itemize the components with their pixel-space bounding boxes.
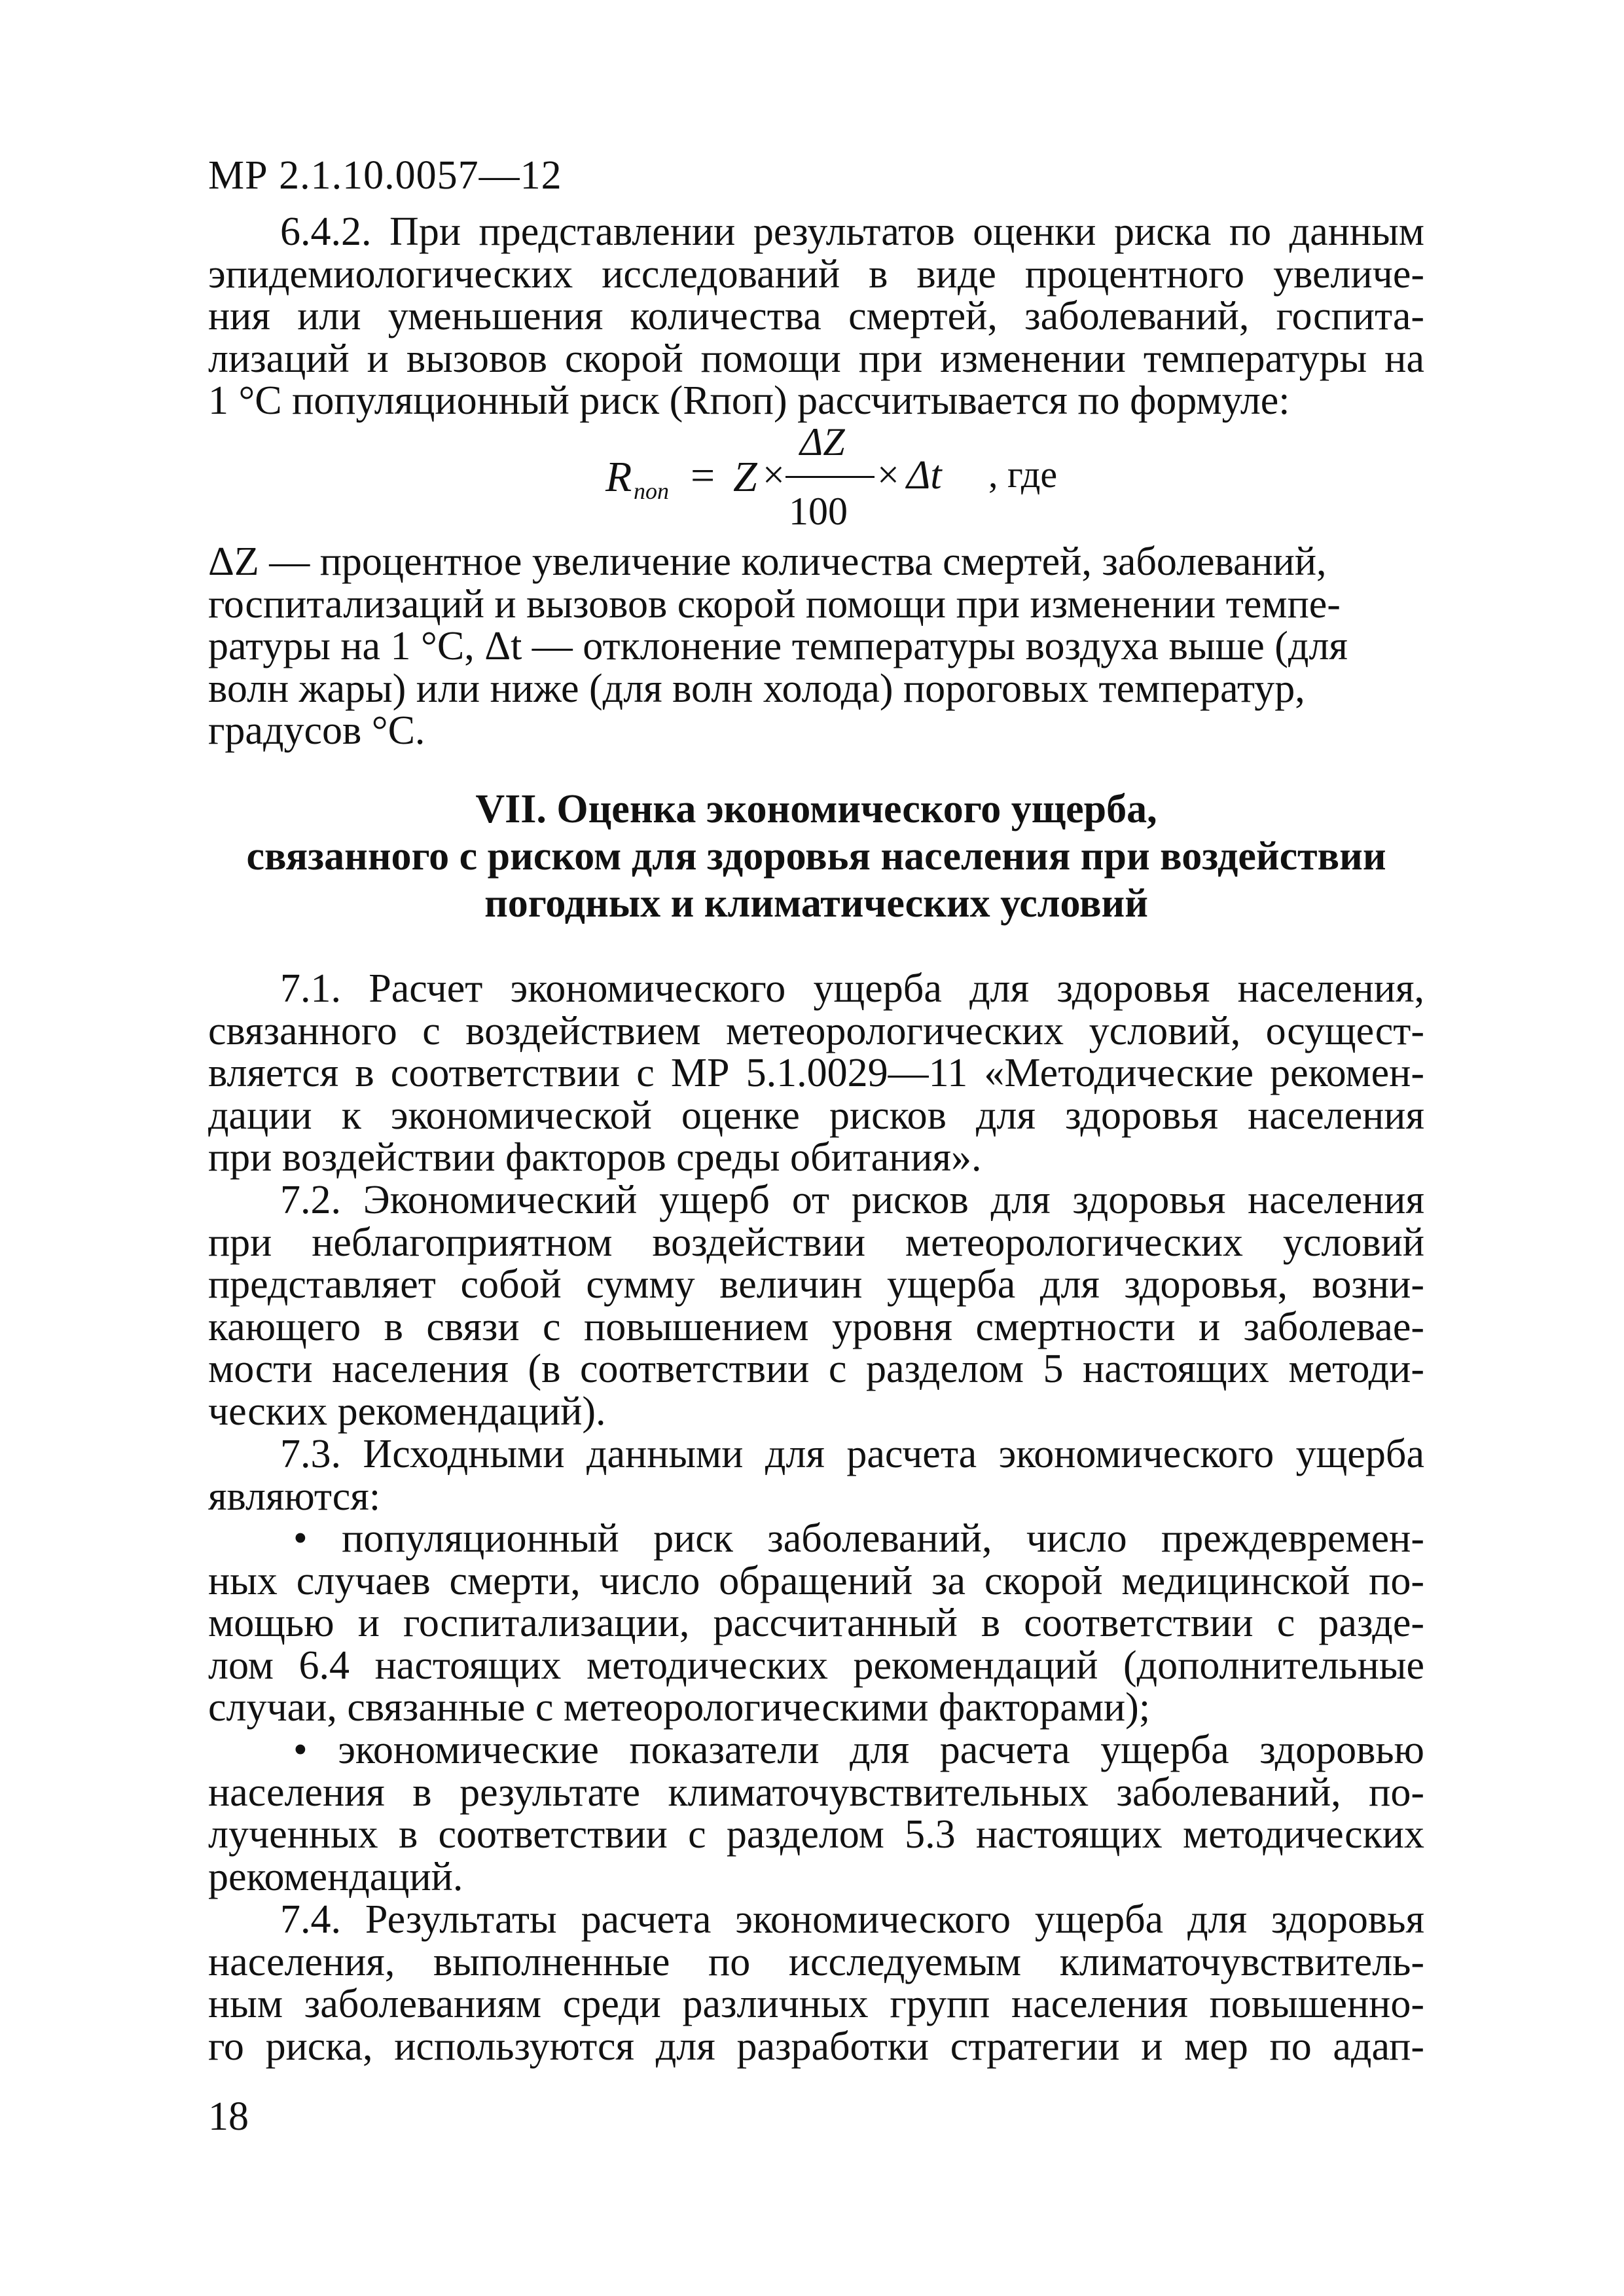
- bullet-item: [208, 1518, 1424, 1729]
- text-line: кающего в связи с повышением уровня смертности и заболевае-: [208, 1304, 1424, 1349]
- formula-z: Z: [733, 453, 757, 501]
- fraction-bar: [785, 476, 875, 478]
- section-title-line: VII. Оценка экономического ущерба,: [475, 787, 1157, 831]
- text-line: ния или уменьшения количества смертей, заболеваний, госпита-: [208, 294, 1424, 339]
- section-title: [208, 786, 1424, 927]
- risk-formula: [589, 420, 1178, 540]
- text-line: мощью и госпитализации, рассчитанный в соответствии с разде-: [208, 1601, 1424, 1646]
- text-line: волн жары) или ниже (для волн холода) пороговых температур,: [208, 666, 1305, 711]
- section-title-line: связанного с риском для здоровья населения при воздействии: [246, 834, 1386, 879]
- text-line: ных случаев смерти, число обращений за скорой медицинской по-: [208, 1558, 1424, 1603]
- text-line: населения в результате климаточувствительных заболеваний, по-: [208, 1770, 1424, 1815]
- text-line: го риска, используются для разработки стратегии и мер по адап-: [208, 2024, 1424, 2069]
- text-line: госпитализаций и вызовов скорой помощи при изменении темпе-: [208, 581, 1341, 627]
- text-line: 7.1. Расчет экономического ущерба для здоровья населения,: [280, 966, 1424, 1011]
- formula-delta-t: Δt: [907, 453, 942, 498]
- formula-times: ×: [763, 453, 785, 496]
- text-line: ΔZ — процентное увеличение количества смертей, заболеваний,: [208, 539, 1327, 584]
- text-line: дации к экономической оценке рисков для здоровья населения: [208, 1093, 1424, 1138]
- formula-numerator: ΔZ: [800, 420, 845, 464]
- formula-times: ×: [877, 453, 899, 496]
- paragraph-6-4-2: [208, 211, 1424, 422]
- text-line: вляется в соответствии с МР 5.1.0029—11 «Методические рекомен-: [208, 1051, 1424, 1096]
- text-line: мости населения (в соответствии с разделом 5 настоящих методи-: [208, 1347, 1424, 1392]
- paragraph-7-2: [208, 1179, 1424, 1433]
- paragraph-7-4: [208, 1899, 1424, 2068]
- text-line: при воздействии факторов среды обитания».: [208, 1135, 982, 1180]
- formula-equals: =: [691, 452, 715, 500]
- text-line: представляет собой сумму величин ущерба для здоровья, возни-: [208, 1262, 1424, 1307]
- text-line: 7.4. Результаты расчета экономического ущерба для здоровья: [280, 1897, 1424, 1942]
- text-line: эпидемиологических исследований в виде процентного увеличе-: [208, 251, 1424, 297]
- text-line: ратуры на 1 °С, Δt — отклонение температуры воздуха выше (для: [208, 624, 1348, 669]
- text-line: 7.2. Экономический ущерб от рисков для здоровья населения: [280, 1178, 1424, 1222]
- text-line: являются:: [208, 1474, 381, 1519]
- paragraph-delta-z: [208, 541, 1424, 752]
- paragraph-7-3: [208, 1433, 1424, 1518]
- text-line: 7.3. Исходными данными для расчета экономического ущерба: [280, 1432, 1424, 1476]
- text-line: лученных в соответствии с разделом 5.3 настоящих методических: [208, 1812, 1424, 1857]
- text-line: 1 °С популяционный риск (Rпоп) рассчитывается по формуле:: [208, 378, 1290, 424]
- formula-subscript: поп: [634, 478, 669, 504]
- formula-denominator: 100: [789, 490, 848, 533]
- text-line: ным заболеваниям среди различных групп населения повышенно-: [208, 1982, 1424, 2027]
- text-line: связанного с воздействием метеорологических условий, осущест-: [208, 1008, 1424, 1053]
- text-line: 6.4.2. При представлении результатов оценки риска по данным: [280, 210, 1424, 254]
- document-header: МР 2.1.10.0057—12: [208, 153, 562, 198]
- text-line: • популяционный риск заболеваний, число преждевремен-: [293, 1516, 1424, 1561]
- bullet-item: [208, 1729, 1424, 1898]
- formula-r: R: [605, 453, 632, 501]
- text-line: случаи, связанные с метеорологическими факторами);: [208, 1685, 1151, 1730]
- text-line: рекомендаций.: [208, 1854, 463, 1899]
- page-number: 18: [208, 2094, 249, 2139]
- text-line: лизаций и вызовов скорой помощи при изменении температуры на: [208, 336, 1424, 381]
- text-line: лом 6.4 настоящих методических рекомендаций (дополнительные: [208, 1643, 1424, 1688]
- section-title-line: погодных и климатических условий: [484, 881, 1148, 926]
- text-line: населения, выполненные по исследуемым климаточувствитель-: [208, 1939, 1424, 1984]
- text-line: градусов °С.: [208, 708, 425, 754]
- paragraph-7-1: [208, 968, 1424, 1179]
- text-line: при неблагоприятном воздействии метеорологических условий: [208, 1220, 1424, 1265]
- text-line: ческих рекомендаций).: [208, 1389, 606, 1434]
- formula-where: , где: [988, 453, 1058, 496]
- text-line: • экономические показатели для расчета ущерба здоровью: [293, 1728, 1424, 1772]
